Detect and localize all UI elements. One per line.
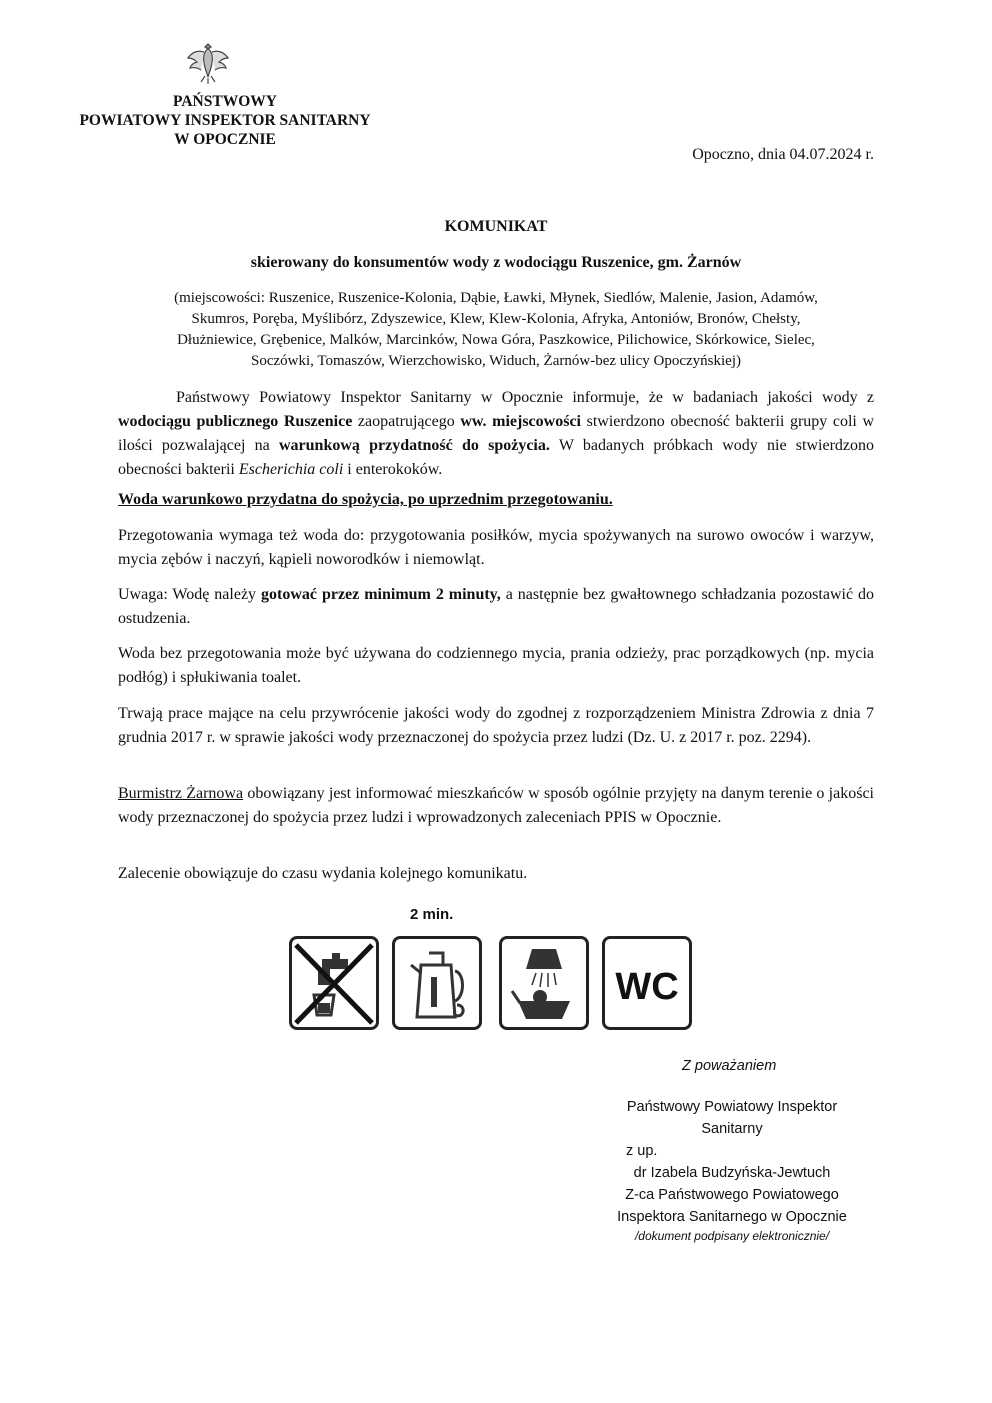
issuing-office [60,92,390,149]
org-line-2: POWIATOWY INSPEKTOR SANITARNY [79,112,371,129]
no-drinking-tap-icon [289,936,379,1030]
eagle-emblem-icon [183,38,233,88]
bathing-baby-icon [499,936,589,1030]
italic-run: Escherichia coli [238,461,344,478]
kettle-boil-icon [392,936,482,1030]
text-run: a następnie bez gwałtownego schładzania pozostawić do ostudzenia. [118,586,874,627]
text-run: i enterokoków. [343,461,443,478]
wc-text: WC [615,966,679,1008]
paragraph-ongoing-work: Trwają prace mające na celu przywrócenie jakości wody do zgodnej z rozporządzeniem Ministra Zdrowia z dnia 7 grudnia 2017 r. w sprawie jakości wody przeznaczonej do spożycia przez ludzi (Dz. U. z 2017 r. poz. 2294). [118,705,874,746]
boil-time-label: 2 min. [410,906,454,923]
paragraph-boiling-required: Przegotowania wymaga też woda do: przygotowania posiłków, mycia spożywanych na surowo owoców i warzyw, mycia zębów i naczyń, kąpieli noworodków i niemowląt. [118,527,874,568]
org-line-3: W OPOCZNIE [174,131,276,148]
text-run: Państwowy Powiatowy Inspektor Sanitarny w Opocznie informuje, że w badaniach jakości wody z [176,389,874,406]
text-run: W badanych próbkach wody nie stwierdzono obecności bakterii [118,437,875,478]
bold-run: warunkową przydatność do spożycia. [279,437,550,454]
localities-line: Soczówki, Tomaszów, Wierzchowisko, Widuch, Żarnów-bez ulicy Opoczyńskiej) [251,353,741,369]
underlined-run: Burmistrz Żarnowa [118,785,244,802]
signatory-title-line: Państwowy Powiatowy Inspektor [626,1099,838,1115]
signatory-role-line: Inspektora Sanitarnego w Opocznie [617,1209,847,1225]
bold-run: gotować przez minimum 2 minuty, [261,586,501,603]
org-line-1: PAŃSTWOWY [173,93,277,110]
paragraph-findings [118,386,874,482]
paragraph-mayor-duty [118,782,874,830]
localities-line: Dłużniewice, Grębenice, Malków, Marcinków, Nowa Góra, Paszkowice, Pilichowice, Skórkowice, Sielec, [177,332,815,348]
signatory-role-line: Z-ca Państwowego Powiatowego [625,1187,839,1203]
localities-line: (miejscowości: Ruszenice, Ruszenice-Kolonia, Dąbie, Ławki, Młynek, Siedlów, Malenie, Jasion, Adamów, [174,290,818,306]
wc-icon [602,936,692,1030]
document-title: KOMUNIKAT [444,218,548,235]
signatory-title-line: Sanitarny [701,1121,763,1137]
electronic-signature-note: /dokument podpisany elektronicznie/ [634,1229,830,1243]
text-run: Uwaga: Wodę należy [118,586,261,603]
localities-list [120,288,872,372]
text-run: obowiązany jest informować mieszkańców w sposób ogólnie przyjęty na danym terenie o jakości wody przeznaczonej do spożycia przez ludzi i wprowadzonych zaleceniach PPIS w Opocznie. [118,785,874,826]
bold-run: wodociągu publicznego Ruszenice [118,413,353,430]
text-run: stwierdzono obecność bakterii grupy coli w ilości pozwalającej na [118,413,875,454]
paragraph-warning [118,583,874,631]
localities-line: Skumros, Poręba, Myślibórz, Zdyszewice, Klew, Klew-Kolonia, Afryka, Antoniów, Bronów, Chełsty, [191,311,801,327]
signatory-name: dr Izabela Budzyńska-Jewtuch [633,1165,831,1181]
closing-regards: Z poważaniem [682,1058,777,1074]
paragraph-unboiled-use: Woda bez przegotowania może być używana do codziennego mycia, prania odzieży, prac porządkowych (np. mycia podłóg) i spłukiwania toalet. [118,645,874,686]
signature-block [592,1096,872,1244]
document-date: Opoczno, dnia 04.07.2024 r. [692,146,874,163]
authorization-line: z up. [626,1143,658,1159]
paragraph-validity: Zalecenie obowiązuje do czasu wydania kolejnego komunikatu. [118,865,528,882]
document-subtitle: skierowany do konsumentów wody z wodociągu Ruszenice, gm. Żarnów [250,254,742,271]
text-run: zaopatrującego [352,413,461,430]
paragraph-conditional-use: Woda warunkowo przydatna do spożycia, po uprzednim przegotowaniu. [118,491,613,508]
bold-run: ww. miejscowości [460,413,581,430]
